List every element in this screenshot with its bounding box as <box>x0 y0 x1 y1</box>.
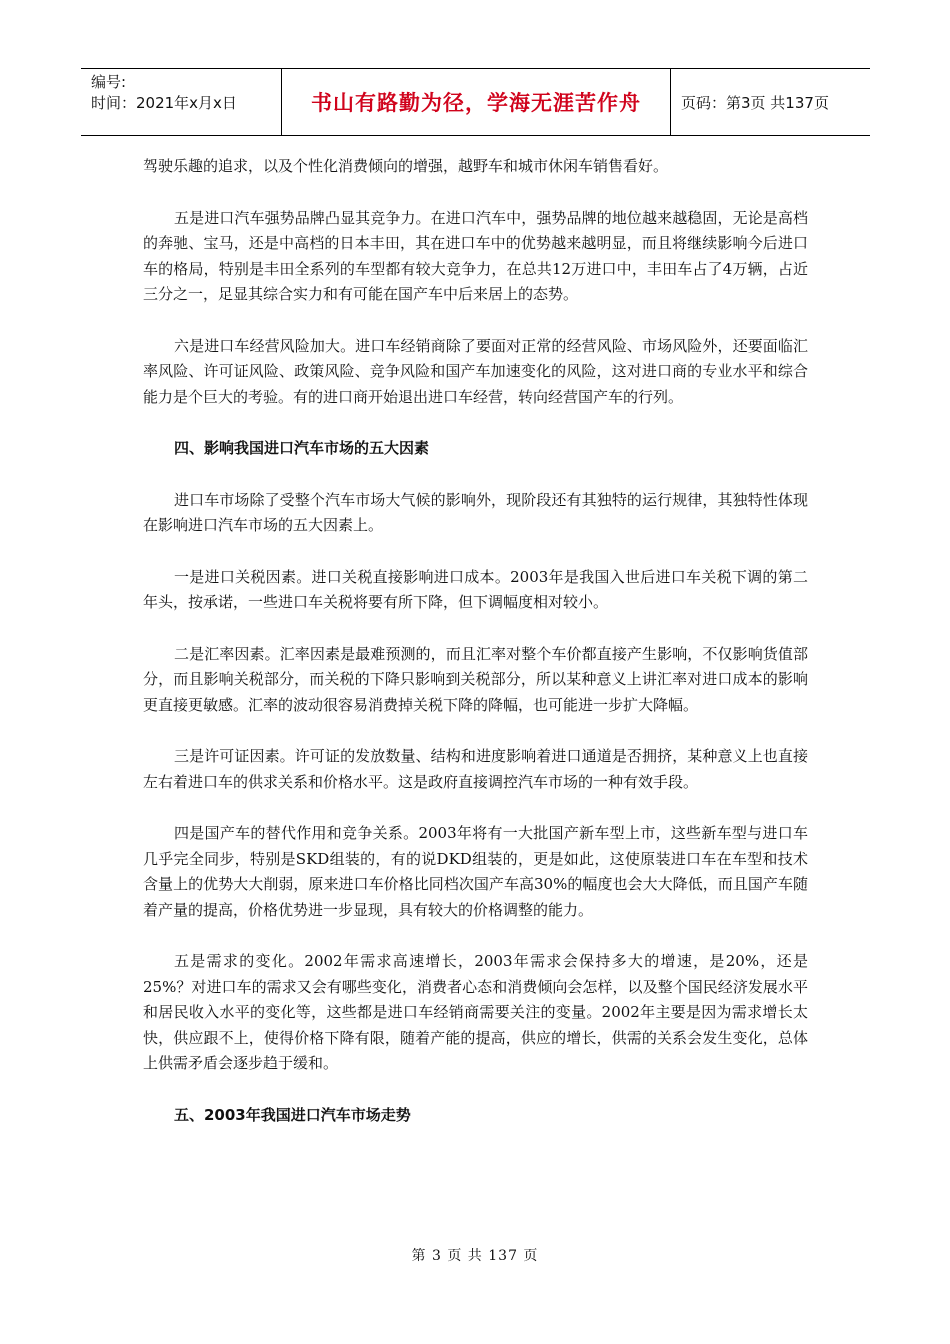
paragraph: 二是汇率因素。汇率因素是最难预测的，而且汇率对整个车价都直接产生影响，不仅影响货值部分，而且影响关税部分，而关税的下降只影响到关税部分，所以某种意义上讲汇率对进口成本的影响更直接更敏感。汇率的波动很容易消费掉关税下降的降幅，也可能进一步扩大降幅。 <box>143 644 808 714</box>
document-body <box>143 154 808 1154</box>
paragraph: 五是进口汽车强势品牌凸显其竞争力。在进口汽车中，强势品牌的地位越来越稳固，无论是高档的奔驰、宝马，还是中高档的日本丰田，其在进口车中的优势越来越明显，而且将继续影响今后进口车的格局，特别是丰田全系列的车型都有较大竞争力，在总共12万进口中，丰田车占了4万辆，占近三分之一，足显其综合实力和有可能在国产车中后来居上的态势。 <box>143 208 808 303</box>
page-footer: 第 3 页 共 137 页 <box>411 1248 539 1264</box>
document-number-label: 编号: <box>91 73 127 91</box>
document-time-label: 时间：2021年x月x日 <box>91 94 237 112</box>
header-page-label: 页码：第3页 共137页 <box>681 93 829 112</box>
paragraph: 五是需求的变化。2002年需求高速增长，2003年需求会保持多大的增速，是20%，还是25%？对进口车的需求又会有哪些变化，消费者心态和消费倾向会怎样，以及整个国民经济发展水平和居民收入水平的变化等，这些都是进口车经销商需要关注的变量。2002年主要是因为需求增长太快，供应跟不上，使得价格下降有限，随着产能的提高，供应的增长，供需的关系会发生变化，总体上供需矛盾会逐步趋于缓和。 <box>143 952 808 1072</box>
section-heading: 五、2003年我国进口汽车市场走势 <box>174 1105 411 1124</box>
section-heading: 四、影响我国进口汽车市场的五大因素 <box>174 439 430 457</box>
paragraph: 四是国产车的替代作用和竞争关系。2003年将有一大批国产新车型上市，这些新车型与进口车几乎完全同步，特别是SKD组装的，有的说DKD组装的，更是如此，这使原装进口车在车型和技术含量上的优势大大削弱，原来进口车价格比同档次国产车高30%的幅度也会大大降低，而且国产车随着产量的提高，价格优势进一步显现，具有较大的价格调整的能力。 <box>143 824 808 919</box>
header-motto: 书山有路勤为径，学海无涯苦作舟 <box>282 69 671 135</box>
header-meta <box>81 69 282 135</box>
paragraph: 驾驶乐趣的追求，以及个性化消费倾向的增强，越野车和城市休闲车销售看好。 <box>143 157 669 175</box>
paragraph: 三是许可证因素。许可证的发放数量、结构和进度影响着进口通道是否拥挤，某种意义上也直接左右着进口车的供求关系和价格水平。这是政府直接调控汽车市场的一种有效手段。 <box>143 747 808 791</box>
paragraph: 一是进口关税因素。进口关税直接影响进口成本。2003年是我国入世后进口车关税下调的第二年头，按承诺，一些进口车关税将要有所下降，但下调幅度相对较小。 <box>143 567 808 611</box>
paragraph: 六是进口车经营风险加大。进口车经销商除了要面对正常的经营风险、市场风险外，还要面临汇率风险、许可证风险、政策风险、竞争风险和国产车加速变化的风险，这对进口商的专业水平和综合能力是个巨大的考验。有的进口商开始退出进口车经营，转向经营国产车的行列。 <box>143 336 808 406</box>
page-header <box>81 68 870 136</box>
paragraph: 进口车市场除了受整个汽车市场大气候的影响外，现阶段还有其独特的运行规律，其独特性体现在影响进口汽车市场的五大因素上。 <box>143 490 808 534</box>
